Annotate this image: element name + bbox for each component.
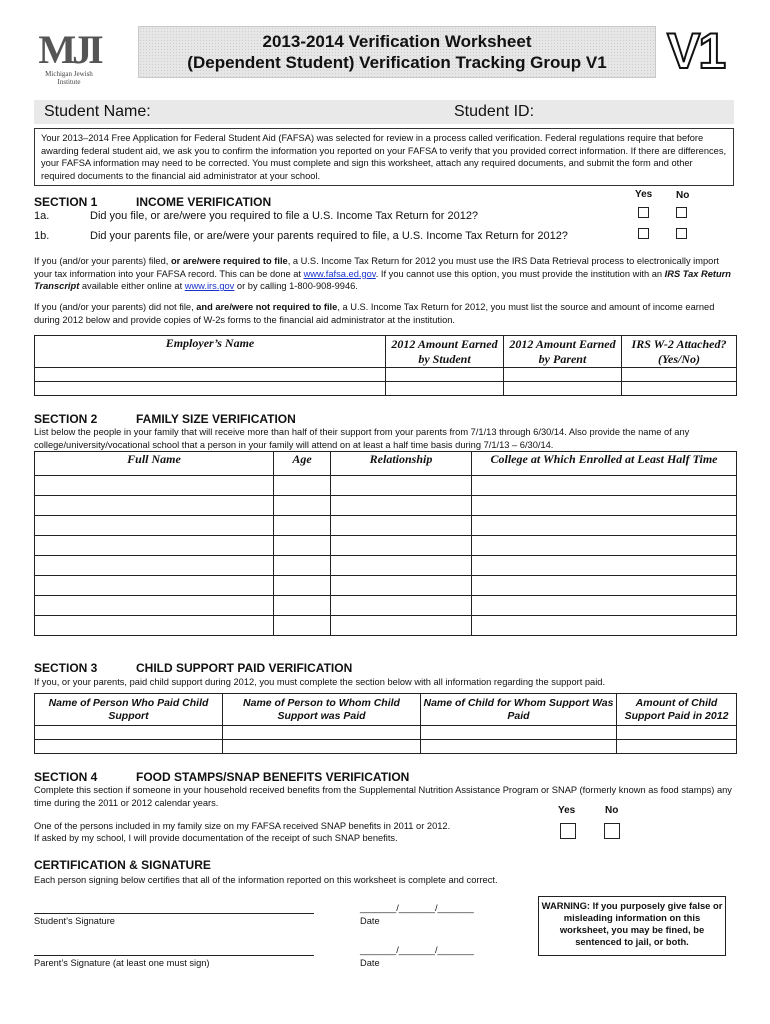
snap-statement2: If asked by my school, I will provide documentation of the receipt of such SNAP benefits. — [34, 833, 398, 843]
student-name-label: Student Name: — [44, 103, 151, 120]
q1b-number: 1b. — [34, 230, 50, 242]
title-line1: 2013-2014 Verification Worksheet — [262, 32, 532, 51]
section1-number: SECTION 1 — [34, 195, 98, 209]
table-row — [35, 382, 737, 396]
snap-yes-checkbox[interactable] — [560, 823, 576, 839]
table-row — [35, 536, 737, 556]
section1-no-label: No — [676, 190, 690, 201]
student-signature-label: Student’s Signature — [34, 916, 115, 926]
q1b-text: Did your parents file, or are/were your parents required to file, a U.S. Income Tax Return for 2012? — [90, 230, 568, 242]
section1-filed-paragraph: If you (and/or your parents) filed, or are/were required to file, a U.S. Income Tax Return for 2012 you must use the IRS Data Retrieval process to electronically import your tax information into your FAFSA record. This can be done at www.fafsa.ed.gov. If you cannot use this option, you must provide the institution with an IRS Tax Return Transcript available either online at www.irs.gov or by calling 1-800-908-9946. — [34, 256, 731, 292]
irs-link[interactable]: www.irs.gov — [184, 281, 235, 292]
family-col-age: Age — [274, 452, 331, 476]
section3-text: If you, or your parents, paid child support during 2012, you must complete the section below with all information regarding the support paid. — [34, 677, 606, 687]
q1a-no-checkbox[interactable] — [676, 207, 687, 218]
certification-text: Each person signing below certifies that all of the information reported on this worksheet is complete and correct. — [34, 875, 498, 885]
cs-col-payer: Name of Person Who Paid Child Support — [35, 694, 223, 726]
table-row — [35, 576, 737, 596]
logo-line1: Michigan Jewish — [45, 70, 93, 78]
q1a-number: 1a. — [34, 210, 50, 222]
table-row — [35, 368, 737, 382]
parent-date-blank[interactable]: _______/_______/_______ — [360, 945, 474, 955]
section4-yes-label: Yes — [558, 805, 576, 816]
table-row — [35, 726, 737, 740]
q1b-no-checkbox[interactable] — [676, 228, 687, 239]
institution-logo — [34, 27, 104, 92]
section1-yes-label: Yes — [635, 189, 653, 200]
family-col-name: Full Name — [35, 452, 274, 476]
income-table-header — [35, 336, 737, 368]
family-col-relationship: Relationship — [331, 452, 472, 476]
family-table — [34, 451, 737, 636]
table-row — [35, 496, 737, 516]
student-date-label: Date — [360, 916, 380, 926]
section4-text: Complete this section if someone in your household received benefits from the Supplemental Nutrition Assistance Program or SNAP (formerly known as food stamps) any time during the 2011 or 2012 calendar years. — [34, 785, 732, 808]
certification-title: CERTIFICATION & SIGNATURE — [34, 858, 211, 872]
snap-statement1: One of the persons included in my family size on my FAFSA received SNAP benefits in 2011 or 2012. — [34, 821, 451, 831]
group-badge: V1 — [667, 23, 725, 79]
section4-number: SECTION 4 — [34, 770, 98, 784]
table-row — [35, 556, 737, 576]
cs-col-amount: Amount of Child Support Paid in 2012 — [617, 694, 737, 726]
student-signature-line[interactable] — [34, 913, 314, 914]
income-col-employer: Employer’s Name — [35, 336, 386, 368]
family-table-header — [35, 452, 737, 476]
section2-number: SECTION 2 — [34, 412, 98, 426]
student-date-blank[interactable]: _______/_______/_______ — [360, 903, 474, 913]
snap-no-checkbox[interactable] — [604, 823, 620, 839]
cs-col-payee: Name of Person to Whom Child Support was Paid — [223, 694, 421, 726]
section1-not-filed-paragraph: If you (and/or your parents) did not file, and are/were not required to file, a U.S. Income Tax Return for 2012, you must list the source and amount of income earned during 2012 below and provide copies of W-2s forms to the financial aid administrator at the institution. — [34, 302, 715, 325]
q1b-yes-checkbox[interactable] — [638, 228, 649, 239]
section3-number: SECTION 3 — [34, 661, 98, 675]
table-row — [35, 516, 737, 536]
logo-line2: Institute — [57, 78, 81, 86]
q1a-text: Did you file, or are/were you required to file a U.S. Income Tax Return for 2012? — [90, 210, 479, 222]
fafsa-link[interactable]: www.fafsa.ed.gov — [303, 268, 376, 279]
family-col-college: College at Which Enrolled at Least Half Time — [472, 452, 737, 476]
income-table — [34, 335, 737, 396]
title-box — [138, 26, 656, 78]
child-support-table-header — [35, 694, 737, 726]
table-row — [35, 616, 737, 636]
section1-title: INCOME VERIFICATION — [136, 195, 272, 209]
child-support-table — [34, 693, 737, 754]
cs-col-child: Name of Child for Whom Support Was Paid — [421, 694, 617, 726]
logo-mark: MJI — [38, 27, 100, 72]
section2-title: FAMILY SIZE VERIFICATION — [136, 412, 296, 426]
parent-date-label: Date — [360, 958, 380, 968]
section2-text: List below the people in your family that will receive more than half of their support from your parents from 7/1/13 through 6/30/14. Also provide the name of any college/university/vocational school that a person in your family will attend on at least a half time basis during 7/1/13 – 6/30/14. — [34, 427, 690, 450]
parent-signature-line[interactable] — [34, 955, 314, 956]
intro-box: Your 2013–2014 Free Application for Federal Student Aid (FAFSA) was selected for review in a process called verification. Federal regulations require that before awarding federal student aid, we ask you to confirm the information you reported on your FAFSA to verify that you provided correct information. If there are differences, your FAFSA information may need to be corrected. You must complete and sign this worksheet, attach any required documents, and submit the form and other required documents to the financial aid administrator at your school. — [34, 128, 734, 186]
income-col-w2: IRS W-2 Attached? (Yes/No) — [622, 336, 737, 368]
student-info-bar — [34, 100, 734, 124]
parent-signature-label: Parent’s Signature (at least one must sign) — [34, 958, 210, 968]
income-col-parent: 2012 Amount Earned by Parent — [504, 336, 622, 368]
table-row — [35, 740, 737, 754]
title-line2: (Dependent Student) Verification Tracking Group V1 — [187, 53, 607, 72]
section4-no-label: No — [605, 805, 619, 816]
q1a-yes-checkbox[interactable] — [638, 207, 649, 218]
table-row — [35, 596, 737, 616]
section4-title: FOOD STAMPS/SNAP BENEFITS VERIFICATION — [136, 770, 410, 784]
income-col-student: 2012 Amount Earned by Student — [386, 336, 504, 368]
table-row — [35, 476, 737, 496]
warning-box: WARNING: If you purposely give false or misleading information on this worksheet, you may be fined, be sentenced to jail, or both. — [538, 896, 726, 956]
student-id-label: Student ID: — [454, 103, 535, 120]
section3-title: CHILD SUPPORT PAID VERIFICATION — [136, 661, 353, 675]
